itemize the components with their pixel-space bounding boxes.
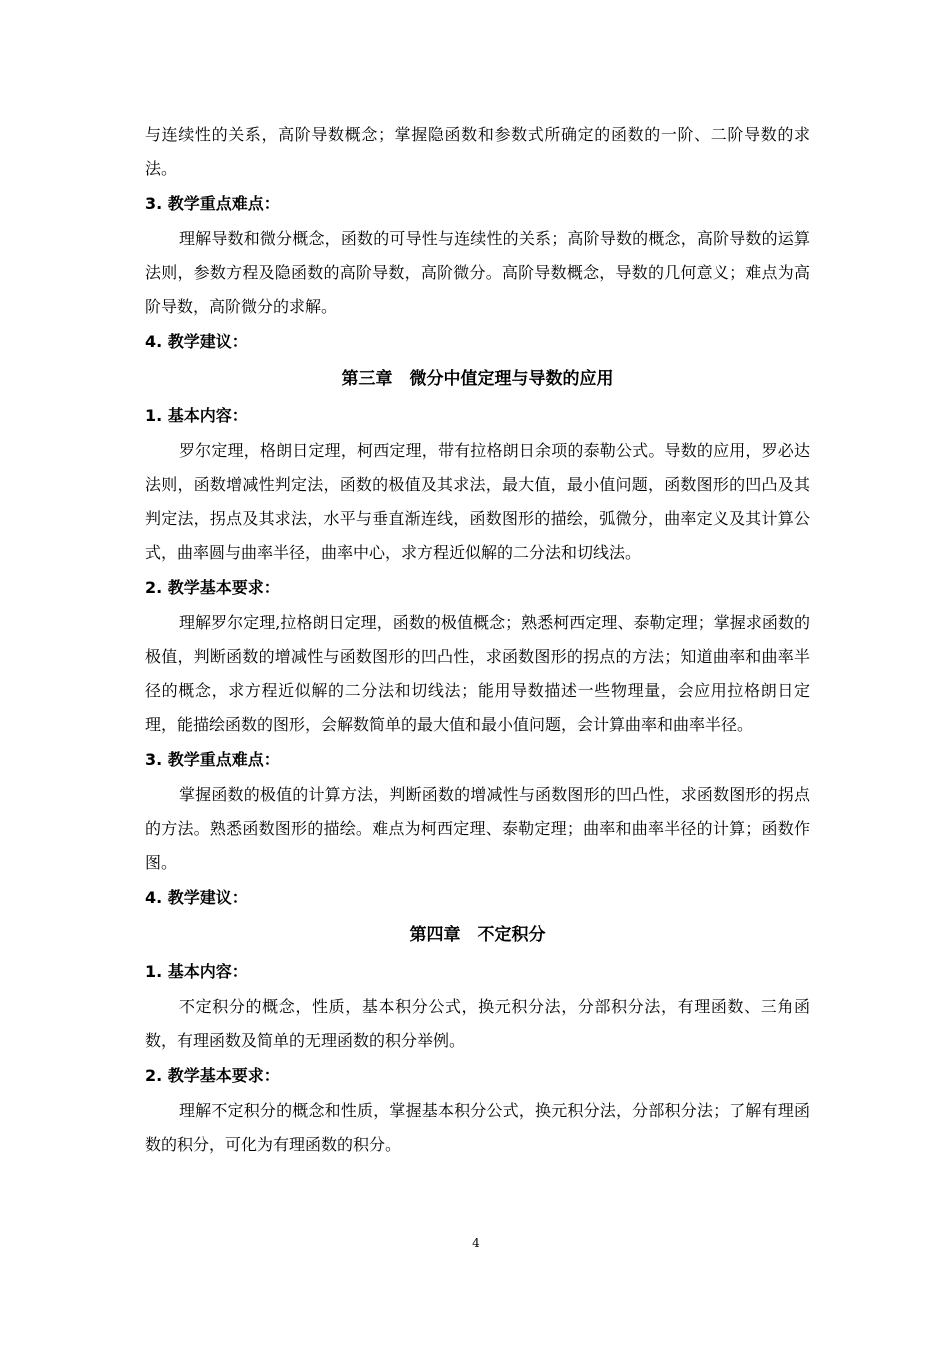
paragraph: 掌握函数的极值的计算方法，判断函数的增减性与函数图形的凹凸性，求函数图形的拐点的方法。熟悉函数图形的描绘。难点为柯西定理、泰勒定理；曲率和曲率半径的计算；函数作图。 [145, 785, 810, 872]
paragraph: 理解导数和微分概念，函数的可导性与连续性的关系；高阶导数的概念，高阶导数的运算法则，参数方程及隐函数的高阶导数，高阶微分。高阶导数概念，导数的几何意义；难点为高阶导数，高阶微分的求解。 [145, 229, 810, 316]
chapter-title: 第三章 微分中值定理与导数的应用 [341, 369, 614, 389]
paragraph: 与连续性的关系，高阶导数概念；掌握隐函数和参数式所确定的函数的一阶、二阶导数的求法。 [145, 125, 810, 178]
page-content [145, 118, 810, 1162]
section-heading: 1. 基本内容： [145, 962, 248, 981]
section-heading: 1. 基本内容： [145, 406, 248, 425]
section-heading: 4. 教学建议： [145, 332, 248, 351]
section-heading: 2. 教学基本要求： [145, 1066, 280, 1085]
section-heading: 4. 教学建议： [145, 888, 248, 907]
paragraph: 理解罗尔定理,拉格朗日定理，函数的极值概念；熟悉柯西定理、泰勒定理；掌握求函数的极值，判断函数的增减性与函数图形的凹凸性，求函数图形的拐点的方法；知道曲率和曲率半径的概念，求方程近似解的二分法和切线法；能用导数描述一些物理量，会应用拉格朗日定理，能描绘函数的图形，会解数简单的最大值和最小值问题，会计算曲率和曲率半径。 [145, 613, 810, 734]
section-heading: 2. 教学基本要求： [145, 578, 280, 597]
paragraph: 不定积分的概念，性质，基本积分公式，换元积分法，分部积分法，有理函数、三角函数，有理函数及简单的无理函数的积分举例。 [145, 997, 810, 1050]
paragraph: 罗尔定理，格朗日定理，柯西定理，带有拉格朗日余项的泰勒公式。导数的应用，罗必达法则，函数增减性判定法，函数的极值及其求法，最大值，最小值问题，函数图形的凹凸及其判定法，拐点及其求法，水平与垂直渐连线，函数图形的描绘，弧微分，曲率定义及其计算公式，曲率圆与曲率半径，曲率中心，求方程近似解的二分法和切线法。 [145, 441, 810, 562]
section-heading: 3. 教学重点难点： [145, 750, 280, 769]
page-number: 4 [472, 1236, 480, 1250]
paragraph: 理解不定积分的概念和性质，掌握基本积分公式，换元积分法，分部积分法；了解有理函数的积分，可化为有理函数的积分。 [145, 1101, 810, 1154]
section-heading: 3. 教学重点难点： [145, 194, 280, 213]
chapter-title: 第四章 不定积分 [409, 925, 546, 945]
